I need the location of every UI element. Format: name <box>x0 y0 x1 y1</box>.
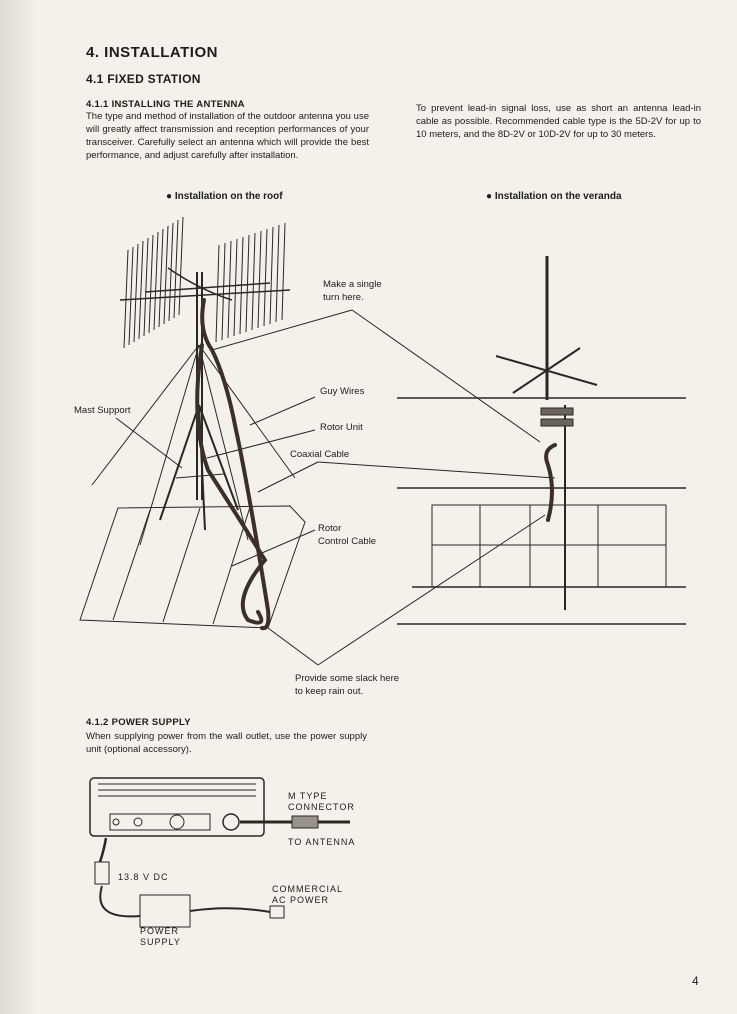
leader-line <box>232 530 315 566</box>
roof-caption-text: Installation on the roof <box>174 191 283 202</box>
m-type-label-2: CONNECTOR <box>288 802 355 812</box>
rotor-control-callout: Rotor <box>318 523 342 534</box>
ground-terminal <box>134 818 142 826</box>
antenna-element <box>129 247 133 345</box>
coaxial-cable <box>202 300 268 628</box>
leadin-paragraph: To prevent lead-in signal loss, use as short an antenna lead-in cable as possible. Recommended cable type is the 5D-2V for up to 10 meters, and the 8D-2V or 10D-2V for up to 30 meters. <box>416 103 701 140</box>
antenna-element <box>258 231 261 328</box>
ac-cord <box>190 908 270 912</box>
tripod-brace <box>176 474 224 478</box>
antenna-paragraph: The type and method of installation of the outdoor antenna you use will greatly affect transmission and reception performances of your transceiver. Carefully select an antenna which will provide the best performance, and adjust carefully after installation. <box>86 111 369 161</box>
single-turn-callout-2: turn here. <box>323 292 364 303</box>
antenna-element <box>149 235 153 333</box>
dc-label: 13.8 V DC <box>118 872 169 882</box>
accessory-socket <box>170 815 184 829</box>
leader-line <box>258 462 318 492</box>
antenna-element <box>222 243 225 340</box>
power-subheading: 4.1.2 POWER SUPPLY <box>86 717 191 728</box>
antenna-element <box>169 223 173 321</box>
coaxial-cable-callout: Coaxial Cable <box>290 449 350 460</box>
power-paragraph: When supplying power from the wall outlet, use the power supply unit (optional accessory). <box>86 731 367 755</box>
mast-support-callout: Mast Support <box>74 405 131 416</box>
mast-clamp <box>541 408 573 415</box>
power-supply-box <box>140 895 190 927</box>
antenna-socket <box>223 814 239 830</box>
rotor-unit-callout: Rotor Unit <box>320 422 363 433</box>
mast-clamp <box>541 419 573 426</box>
antenna-element <box>234 239 237 336</box>
power-supply-label-2: SUPPLY <box>140 937 181 947</box>
veranda-cable <box>546 445 555 520</box>
ac-power-label-2: AC POWER <box>272 895 330 905</box>
rotor-control-callout-2: Control Cable <box>318 536 377 547</box>
leader-line <box>250 397 315 425</box>
m-type-label: M TYPE <box>288 791 328 801</box>
antenna-element <box>282 223 285 320</box>
rotor-control-cable <box>197 345 265 623</box>
section-heading: 4.1 FIXED STATION <box>86 72 201 86</box>
veranda-caption: ● Installation on the veranda <box>486 191 622 202</box>
roof-line <box>163 508 200 622</box>
antenna-element <box>174 220 178 318</box>
dc-plug <box>95 862 109 884</box>
antenna-element <box>159 229 163 327</box>
dc-cable <box>100 838 106 862</box>
ac-plug <box>270 906 284 918</box>
antenna-element <box>179 217 183 315</box>
slack-callout: Provide some slack here <box>295 673 400 684</box>
guy-wire <box>140 345 199 545</box>
antenna-element <box>154 232 158 330</box>
antenna-element <box>164 226 168 324</box>
roof-line <box>113 510 150 620</box>
leader-line <box>116 418 182 468</box>
leader-line <box>268 628 318 665</box>
to-antenna-label: TO ANTENNA <box>288 837 356 847</box>
roof-outline <box>80 506 305 628</box>
chapter-heading: 4. INSTALLATION <box>86 44 218 61</box>
guy-wires-callout: Guy Wires <box>320 386 365 397</box>
m-type-connector <box>292 816 318 828</box>
antenna-element <box>139 241 143 339</box>
antenna-element <box>270 227 273 324</box>
dc-lead <box>100 886 140 916</box>
antenna-element <box>144 238 148 336</box>
power-supply-label: POWER <box>140 926 180 936</box>
antenna-element <box>246 235 249 332</box>
antenna-element <box>228 241 231 338</box>
page-number: 4 <box>692 974 699 988</box>
antenna-element <box>264 229 267 326</box>
tripod-leg <box>160 405 199 520</box>
antenna-element <box>276 225 279 322</box>
leader-line <box>318 462 555 478</box>
fuse <box>113 819 119 825</box>
veranda-caption-text: Installation on the veranda <box>494 191 622 202</box>
leader-line <box>352 310 540 442</box>
slack-callout-2: to keep rain out. <box>295 686 364 697</box>
rear-panel <box>110 814 210 830</box>
antenna-element <box>134 244 138 342</box>
ac-power-label: COMMERCIAL <box>272 884 344 894</box>
single-turn-callout: Make a single <box>323 279 382 290</box>
roof-caption: ● Installation on the roof <box>166 191 283 202</box>
antenna-element <box>252 233 255 330</box>
antenna-subheading: 4.1.1 INSTALLING THE ANTENNA <box>86 99 245 110</box>
